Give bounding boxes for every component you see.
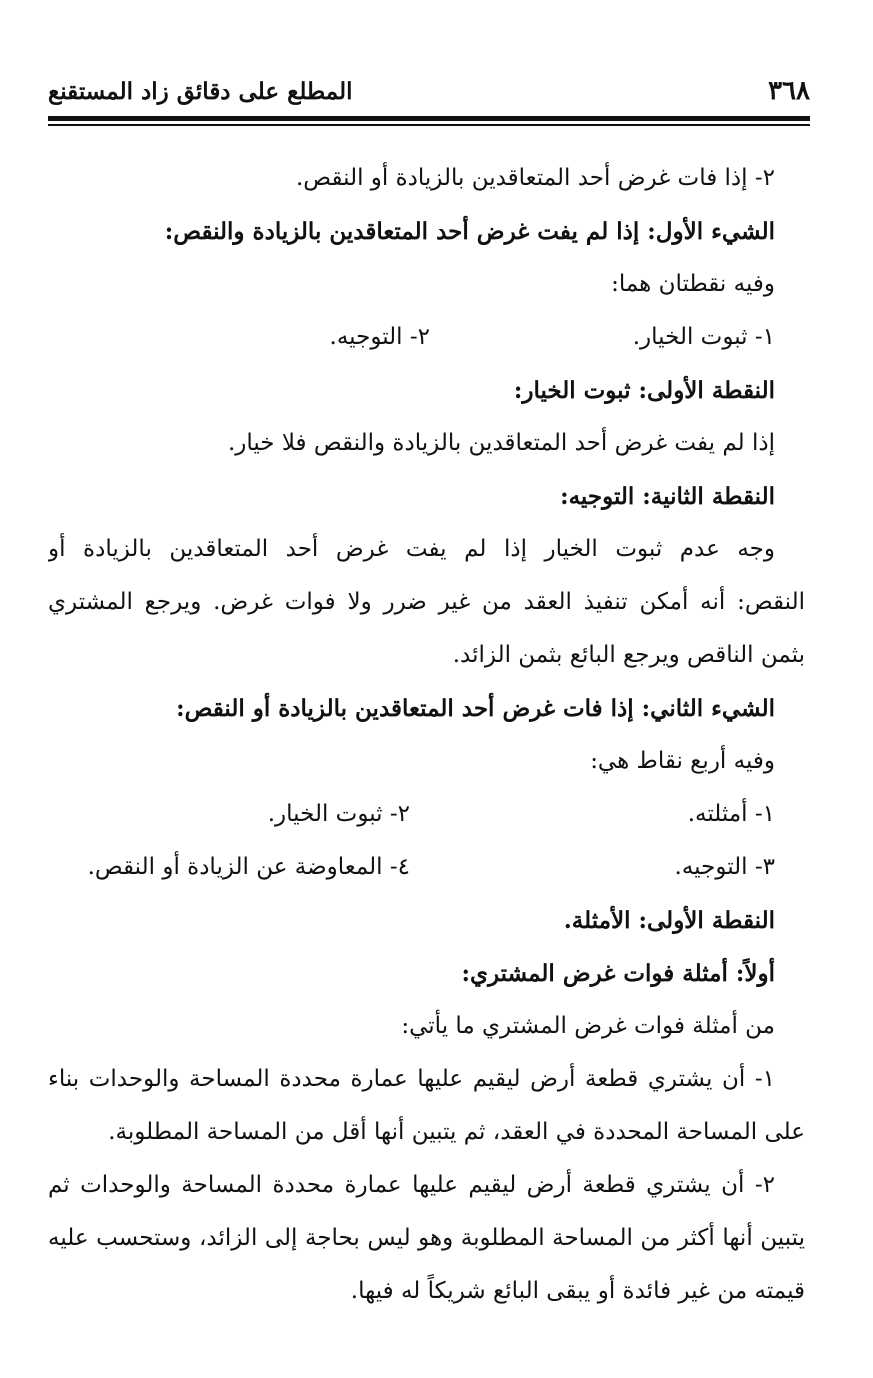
point-heading: النقطة الثانية: التوجيه: xyxy=(560,483,775,510)
paragraph-line: ٢- أن يشتري قطعة أرض ليقيم عليها عمارة محددة المساحة والوحدات ثم xyxy=(48,1172,775,1198)
page-header xyxy=(48,78,810,118)
paragraph-line: ١- أن يشتري قطعة أرض ليقيم عليها عمارة محددة المساحة والوحدات بناء xyxy=(48,1066,775,1092)
paragraph-line: وجه عدم ثبوت الخيار إذا لم يفت غرض أحد المتعاقدين بالزيادة أو xyxy=(48,536,775,562)
header-rule-thick xyxy=(48,116,810,121)
list-item: ١- ثبوت الخيار. xyxy=(632,324,775,350)
text-line: وفيه نقطتان هما: xyxy=(611,271,775,297)
list-item: ١- أمثلته. xyxy=(687,801,775,827)
list-item: ٣- التوجيه. xyxy=(674,854,775,880)
point-heading: النقطة الأولى: الأمثلة. xyxy=(563,907,775,934)
text-line: ٢- إذا فات غرض أحد المتعاقدين بالزيادة أو النقص. xyxy=(296,165,775,191)
header-rule-thin xyxy=(48,124,810,126)
page-number: ٣٦٨ xyxy=(768,76,810,106)
paragraph-line: على المساحة المحددة في العقد، ثم يتبين أنها أقل من المساحة المطلوبة. xyxy=(108,1119,805,1145)
list-item: ٢- التوجيه. xyxy=(329,324,430,350)
two-column-list xyxy=(48,841,805,894)
section-heading: الشيء الثاني: إذا فات غرض أحد المتعاقدين بالزيادة أو النقص: xyxy=(176,695,775,722)
running-title: المطلع على دقائق زاد المستقنع xyxy=(48,78,353,105)
paragraph-line: بثمن الناقص ويرجع البائع بثمن الزائد. xyxy=(452,642,805,668)
point-heading: النقطة الأولى: ثبوت الخيار: xyxy=(513,377,775,404)
list-item: ٤- المعاوضة عن الزيادة أو النقص. xyxy=(87,854,410,880)
text-line: وفيه أربع نقاط هي: xyxy=(590,748,775,774)
subheading: أولاً: أمثلة فوات غرض المشتري: xyxy=(461,960,775,987)
section-heading: الشيء الأول: إذا لم يفت غرض أحد المتعاقدين بالزيادة والنقص: xyxy=(164,218,775,245)
paragraph-line: يتبين أنها أكثر من المساحة المطلوبة وهو ليس بحاجة إلى الزائد، وستحسب عليه xyxy=(48,1225,805,1251)
paragraph-line: النقص: أنه أمكن تنفيذ العقد من غير ضرر ولا فوات غرض. ويرجع المشتري xyxy=(48,589,805,615)
text-line: إذا لم يفت غرض أحد المتعاقدين بالزيادة والنقص فلا خيار. xyxy=(227,430,775,456)
two-column-list xyxy=(48,788,805,841)
two-column-list xyxy=(48,311,805,364)
page-body xyxy=(48,152,805,1318)
list-item: ٢- ثبوت الخيار. xyxy=(267,801,410,827)
text-line: من أمثلة فوات غرض المشتري ما يأتي: xyxy=(401,1013,775,1039)
paragraph-line: قيمته من غير فائدة أو يبقى البائع شريكاً له فيها. xyxy=(350,1278,805,1304)
